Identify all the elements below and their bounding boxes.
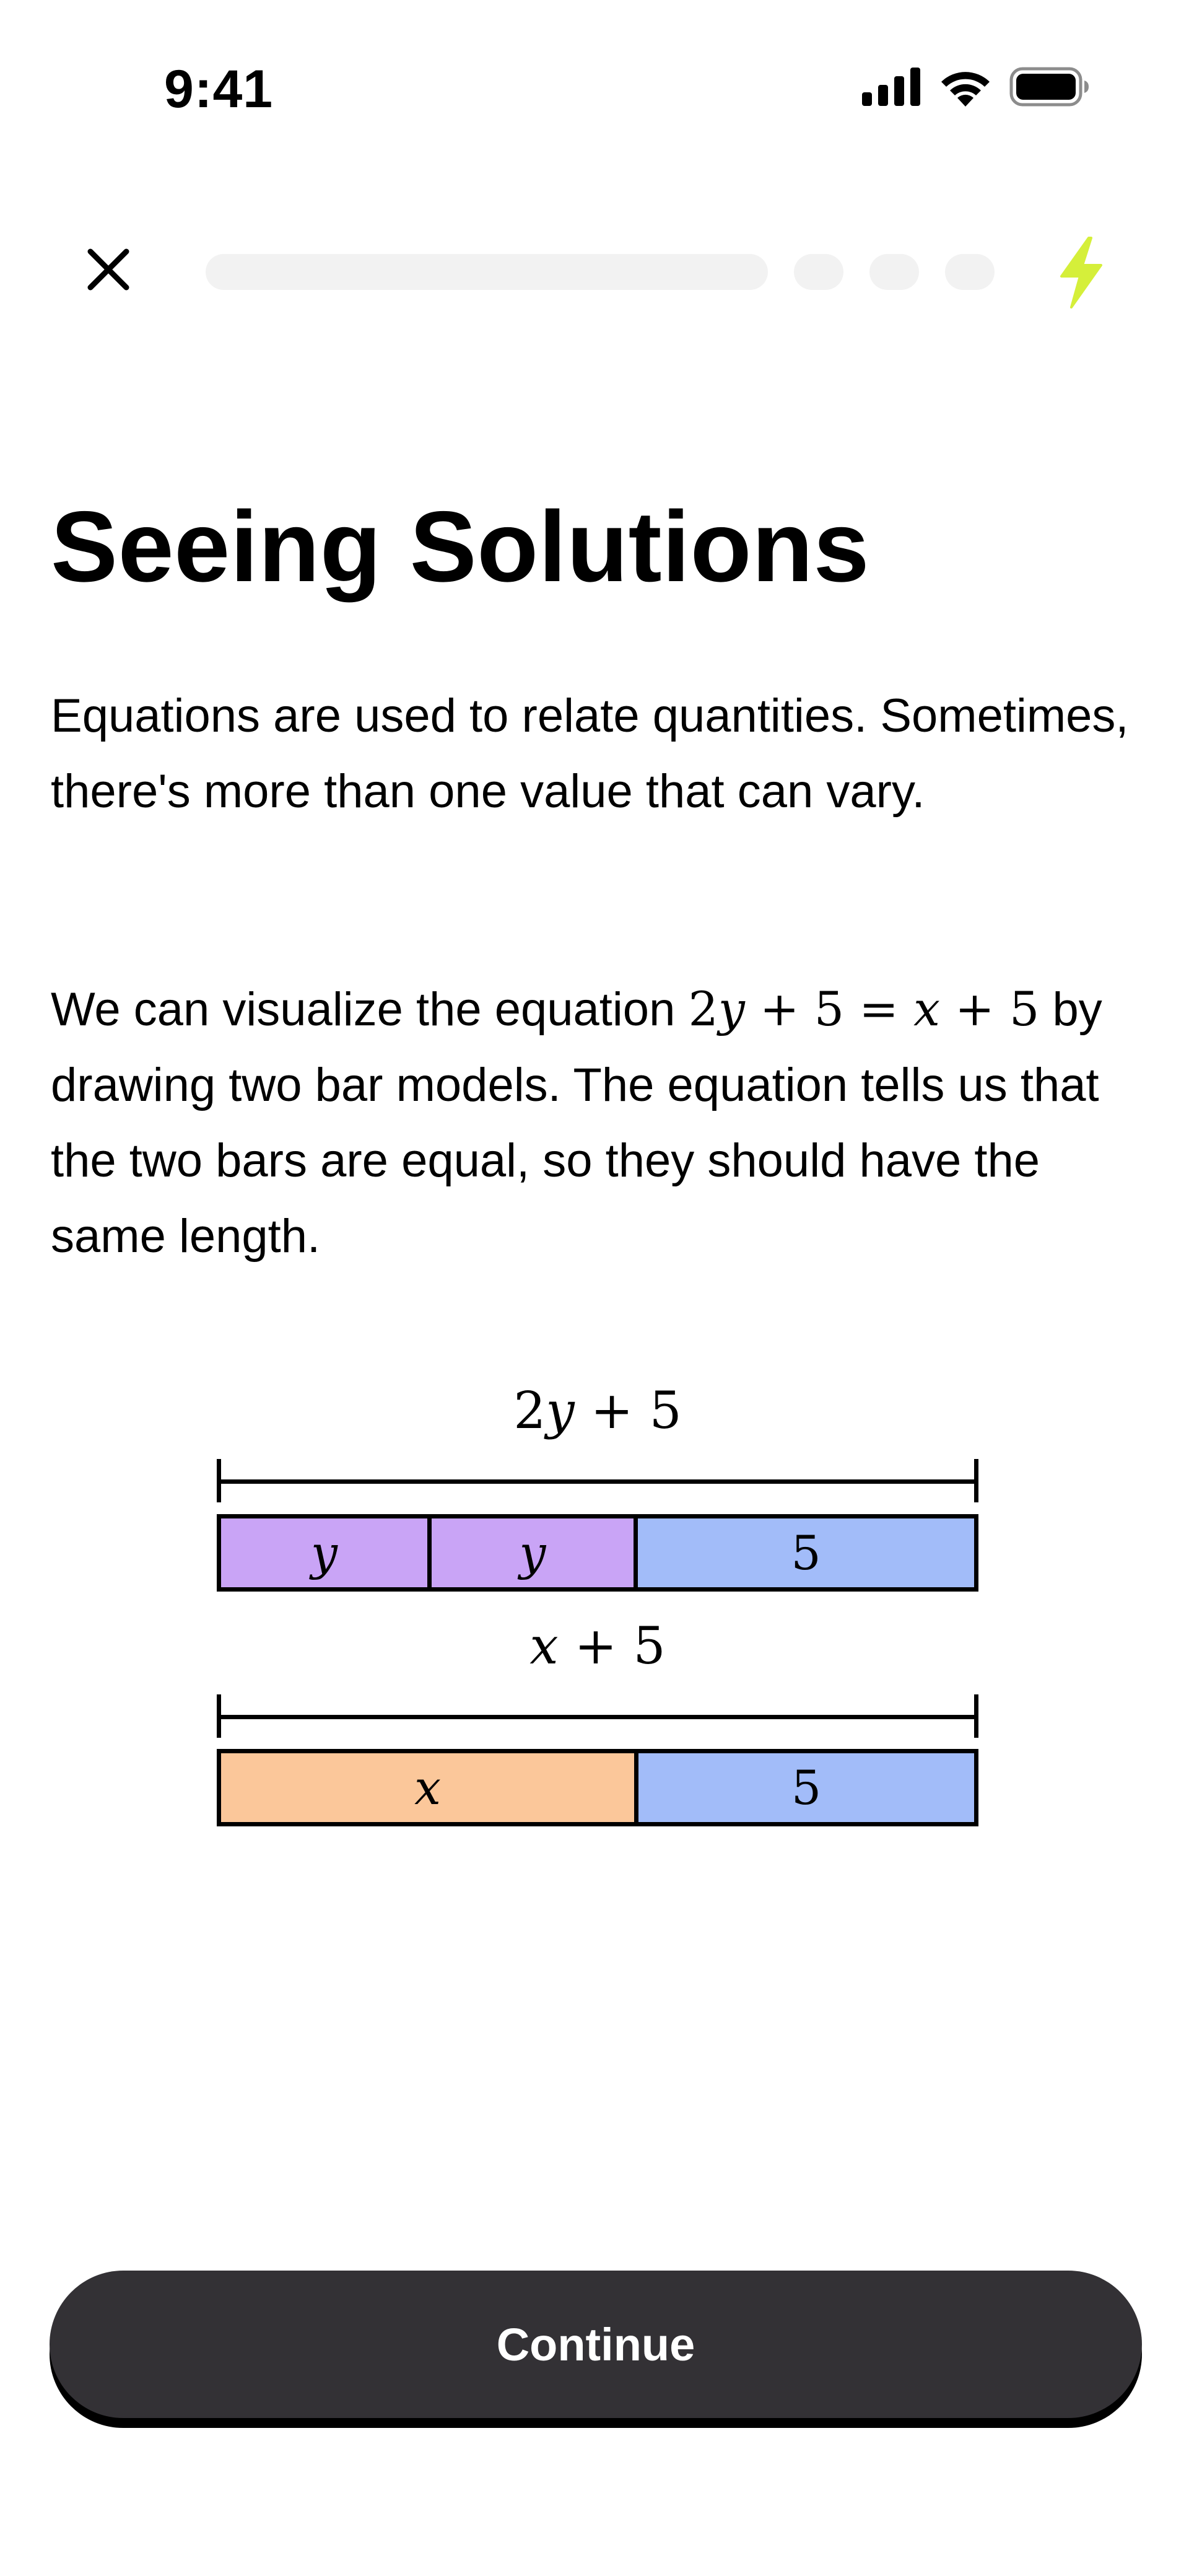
bar-segment-constant: 5	[634, 1753, 974, 1822]
bottom-bar-bracket	[217, 1694, 978, 1738]
status-time: 9:41	[164, 59, 274, 119]
progress-segment	[206, 254, 768, 290]
lesson-progress-bar	[206, 254, 995, 290]
battery-icon	[1009, 67, 1090, 107]
page-title: Seeing Solutions	[51, 491, 870, 603]
status-icons	[862, 67, 1090, 107]
equation-paragraph-lead: We can visualize the equation	[51, 983, 689, 1036]
lesson-top-nav	[0, 235, 1189, 304]
bar-segment-constant: 5	[634, 1518, 974, 1587]
status-bar	[0, 0, 1189, 173]
top-bar-bracket	[217, 1459, 978, 1502]
bar-model-diagram	[217, 1382, 978, 1834]
bar-segment-y: y	[427, 1518, 634, 1587]
wifi-icon	[939, 67, 992, 107]
top-bar-label: 2y + 5	[513, 1382, 682, 1440]
equation-paragraph-rest: by drawing two bar models. The equation tells us that the two bars are equal, so they should have the same length.	[51, 983, 1102, 1263]
bar-segment-y: y	[221, 1518, 427, 1587]
progress-segment	[794, 254, 843, 290]
lightning-bolt-icon[interactable]	[1053, 235, 1108, 310]
continue-button[interactable]: Continue	[50, 2271, 1142, 2418]
progress-segment	[945, 254, 995, 290]
bar-segment-x: x	[221, 1753, 634, 1822]
close-button[interactable]	[81, 242, 136, 297]
inline-equation: 2y + 5 = x + 5	[688, 981, 1040, 1036]
cellular-signal-icon	[862, 68, 921, 106]
top-bar-model	[217, 1514, 978, 1592]
equation-paragraph	[51, 971, 1141, 1274]
bottom-bar-label: x + 5	[529, 1617, 666, 1676]
intro-paragraph: Equations are used to relate quantities. Sometimes, there's more than one value that can vary.	[51, 690, 1129, 818]
progress-segment	[869, 254, 919, 290]
bottom-bar-model	[217, 1749, 978, 1826]
close-icon	[87, 248, 130, 291]
